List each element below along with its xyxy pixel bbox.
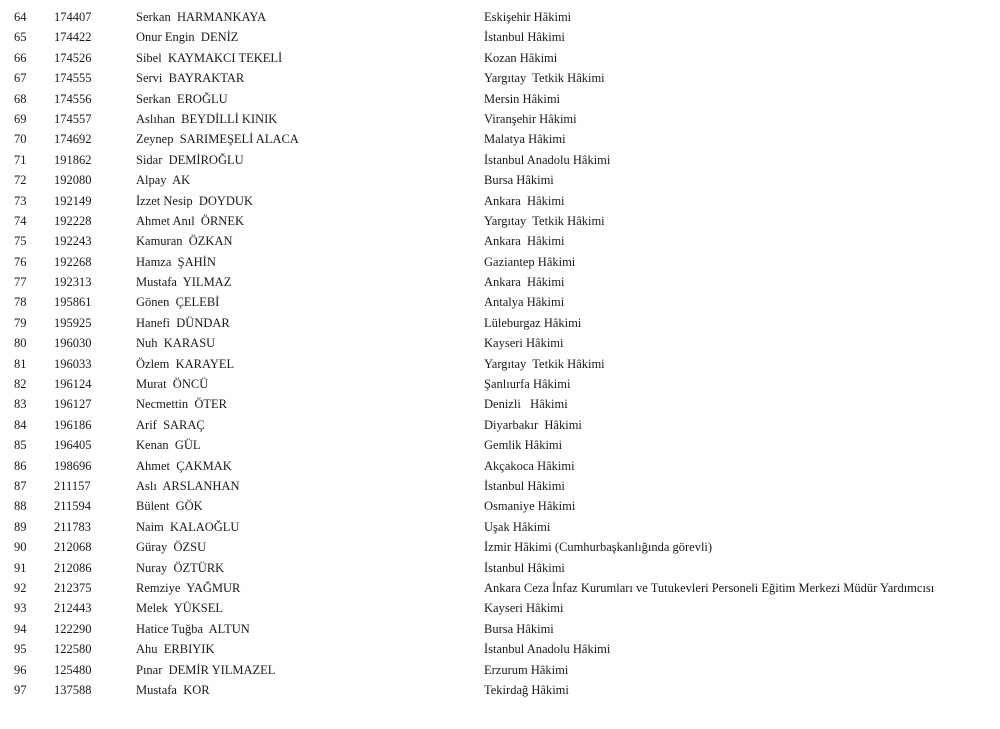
row-number: 71 xyxy=(14,152,27,167)
assignment: İzmir Hâkimi (Cumhurbaşkanlığında görevli) xyxy=(484,540,713,555)
assignment: Ankara Ceza İnfaz Kurumları ve Tutukevleri Personeli Eğitim Merkezi Müdür Yardımcısı xyxy=(484,580,935,595)
row-number: 92 xyxy=(14,580,27,595)
row-number: 68 xyxy=(14,91,27,106)
assignment: Viranşehir Hâkimi xyxy=(484,111,577,126)
assignment: Ankara Hâkimi xyxy=(484,234,565,249)
person-name: Servi BAYRAKTAR xyxy=(136,71,245,86)
assignment: Bursa Hâkimi xyxy=(484,621,554,636)
person-name: Gönen ÇELEBİ xyxy=(136,295,220,310)
assignment: İstanbul Hâkimi xyxy=(484,478,565,493)
person-name: Naim KALAOĞLU xyxy=(136,519,240,534)
list-row xyxy=(0,476,1000,496)
assignment: Yargıtay Tetkik Hâkimi xyxy=(484,71,605,86)
registry-number: 174555 xyxy=(54,71,92,86)
person-name: Ahu ERBIYIK xyxy=(136,642,215,657)
assignment: Antalya Hâkimi xyxy=(484,295,565,310)
list-row xyxy=(0,313,1000,333)
list-row xyxy=(0,415,1000,435)
list-row xyxy=(0,496,1000,516)
assignment: Şanlıurfa Hâkimi xyxy=(484,377,571,392)
row-number: 81 xyxy=(14,356,27,371)
row-number: 91 xyxy=(14,560,27,575)
registry-number: 212443 xyxy=(54,601,92,616)
registry-number: 174407 xyxy=(54,10,92,24)
person-name: Bülent GÖK xyxy=(136,499,203,514)
list-row xyxy=(0,394,1000,414)
person-name: Remziye YAĞMUR xyxy=(136,580,241,595)
person-name: Aslıhan BEYDİLLİ KINIK xyxy=(136,111,278,126)
row-number: 64 xyxy=(14,10,27,24)
list-row xyxy=(0,89,1000,109)
assignment: Kayseri Hâkimi xyxy=(484,336,564,351)
list-row xyxy=(0,170,1000,190)
row-number: 76 xyxy=(14,254,27,269)
person-name: Melek YÜKSEL xyxy=(136,601,224,616)
assignment: Ankara Hâkimi xyxy=(484,193,565,208)
assignment: Bursa Hâkimi xyxy=(484,173,554,188)
registry-number: 212086 xyxy=(54,560,92,575)
row-number: 72 xyxy=(14,173,27,188)
registry-number: 174526 xyxy=(54,50,92,65)
assignment: İstanbul Anadolu Hâkimi xyxy=(484,152,611,167)
person-name: Hanefi DÜNDAR xyxy=(136,315,230,330)
person-name: Kenan GÜL xyxy=(136,438,201,453)
list-row xyxy=(0,660,1000,680)
person-name: Zeynep SARIMEŞELİ ALACA xyxy=(136,132,299,147)
list-row xyxy=(0,639,1000,659)
registry-number: 196030 xyxy=(54,336,92,351)
person-name: Nuray ÖZTÜRK xyxy=(136,560,225,575)
assignment: Mersin Hâkimi xyxy=(484,91,561,106)
person-name: Pınar DEMİR YILMAZEL xyxy=(136,662,276,677)
registry-number: 196033 xyxy=(54,356,92,371)
assignment: Erzurum Hâkimi xyxy=(484,662,569,677)
list-row xyxy=(0,252,1000,272)
person-name: Ahmet Anıl ÖRNEK xyxy=(136,213,244,228)
registry-number: 196405 xyxy=(54,438,92,453)
person-name: Özlem KARAYEL xyxy=(136,356,235,371)
row-number: 90 xyxy=(14,540,27,555)
person-name: Murat ÖNCÜ xyxy=(136,377,209,392)
assignment: Tekirdağ Hâkimi xyxy=(484,682,569,697)
registry-number: 174422 xyxy=(54,30,92,45)
row-number: 82 xyxy=(14,377,27,392)
list-row xyxy=(0,27,1000,47)
assignment: Kayseri Hâkimi xyxy=(484,601,564,616)
row-number: 84 xyxy=(14,417,27,432)
assignment: Denizli Hâkimi xyxy=(484,397,568,412)
row-number: 67 xyxy=(14,71,27,86)
row-number: 97 xyxy=(14,682,27,697)
row-number: 77 xyxy=(14,275,27,290)
list-row xyxy=(0,578,1000,598)
person-name: Güray ÖZSU xyxy=(136,540,207,555)
assignment: İstanbul Hâkimi xyxy=(484,30,565,45)
list-row xyxy=(0,7,1000,27)
row-number: 88 xyxy=(14,499,27,514)
registry-number: 191862 xyxy=(54,152,92,167)
registry-number: 122290 xyxy=(54,621,92,636)
list-row xyxy=(0,435,1000,455)
list-row xyxy=(0,537,1000,557)
registry-number: 212068 xyxy=(54,540,92,555)
registry-number: 174557 xyxy=(54,111,92,126)
row-number: 93 xyxy=(14,601,27,616)
person-name: Alpay AK xyxy=(136,173,191,188)
list-row xyxy=(0,272,1000,292)
assignment: Diyarbakır Hâkimi xyxy=(484,417,582,432)
row-number: 96 xyxy=(14,662,27,677)
registry-number: 196127 xyxy=(54,397,92,412)
list-row xyxy=(0,231,1000,251)
list-row xyxy=(0,619,1000,639)
person-name: Aslı ARSLANHAN xyxy=(136,478,240,493)
registry-number: 137588 xyxy=(54,682,92,697)
row-number: 85 xyxy=(14,438,27,453)
list-row xyxy=(0,211,1000,231)
row-number: 73 xyxy=(14,193,27,208)
assignment: Kozan Hâkimi xyxy=(484,50,558,65)
assignment: Gaziantep Hâkimi xyxy=(484,254,576,269)
registry-number: 196124 xyxy=(54,377,92,392)
list-row xyxy=(0,354,1000,374)
list-row xyxy=(0,150,1000,170)
registry-number: 196186 xyxy=(54,417,92,432)
list-row xyxy=(0,680,1000,700)
row-number: 89 xyxy=(14,519,27,534)
person-name: Hatice Tuğba ALTUN xyxy=(136,621,250,636)
person-name: Kamuran ÖZKAN xyxy=(136,234,233,249)
person-name: Mustafa YILMAZ xyxy=(136,275,232,290)
person-name: Serkan EROĞLU xyxy=(136,91,228,106)
list-row xyxy=(0,129,1000,149)
person-name: Sibel KAYMAKCI TEKELİ xyxy=(136,50,283,65)
list-row xyxy=(0,191,1000,211)
row-number: 79 xyxy=(14,315,27,330)
row-number: 69 xyxy=(14,111,27,126)
registry-number: 174692 xyxy=(54,132,92,147)
registry-number: 192228 xyxy=(54,213,92,228)
assignment: Lüleburgaz Hâkimi xyxy=(484,315,582,330)
registry-number: 192243 xyxy=(54,234,92,249)
assignment: Gemlik Hâkimi xyxy=(484,438,563,453)
person-name: Hamza ŞAHİN xyxy=(136,254,216,269)
row-number: 83 xyxy=(14,397,27,412)
registry-number: 211157 xyxy=(54,478,91,493)
registry-number: 195925 xyxy=(54,315,92,330)
assignment: Yargıtay Tetkik Hâkimi xyxy=(484,356,605,371)
list-row xyxy=(0,456,1000,476)
list-row xyxy=(0,374,1000,394)
person-name: İzzet Nesip DOYDUK xyxy=(136,193,253,208)
row-number: 80 xyxy=(14,336,27,351)
registry-number: 211783 xyxy=(54,519,92,534)
registry-number: 211594 xyxy=(54,499,92,514)
person-name: Serkan HARMANKAYA xyxy=(136,10,267,24)
assignment: İstanbul Anadolu Hâkimi xyxy=(484,642,611,657)
person-name: Onur Engin DENİZ xyxy=(136,30,239,45)
list-row xyxy=(0,517,1000,537)
person-name: Nuh KARASU xyxy=(136,336,216,351)
row-number: 74 xyxy=(14,213,27,228)
registry-number: 192313 xyxy=(54,275,92,290)
row-number: 87 xyxy=(14,478,27,493)
row-number: 86 xyxy=(14,458,27,473)
assignment: İstanbul Hâkimi xyxy=(484,560,565,575)
assignment: Ankara Hâkimi xyxy=(484,275,565,290)
assignment: Yargıtay Tetkik Hâkimi xyxy=(484,213,605,228)
registry-number: 192080 xyxy=(54,173,92,188)
registry-number: 195861 xyxy=(54,295,92,310)
assignment: Malatya Hâkimi xyxy=(484,132,566,147)
registry-number: 174556 xyxy=(54,91,92,106)
row-number: 78 xyxy=(14,295,27,310)
person-name: Necmettin ÖTER xyxy=(136,397,227,412)
row-number: 95 xyxy=(14,642,27,657)
assignment: Osmaniye Hâkimi xyxy=(484,499,576,514)
person-name: Mustafa KOR xyxy=(136,682,210,697)
registry-number: 192149 xyxy=(54,193,92,208)
registry-number: 192268 xyxy=(54,254,92,269)
assignment: Uşak Hâkimi xyxy=(484,519,551,534)
list-row xyxy=(0,109,1000,129)
person-name: Ahmet ÇAKMAK xyxy=(136,458,232,473)
assignment: Eskişehir Hâkimi xyxy=(484,10,572,24)
list-row xyxy=(0,558,1000,578)
person-name: Arif SARAÇ xyxy=(136,417,205,432)
row-number: 66 xyxy=(14,50,27,65)
list-row xyxy=(0,292,1000,312)
registry-number: 198696 xyxy=(54,458,92,473)
registry-number: 212375 xyxy=(54,580,92,595)
registry-number: 125480 xyxy=(54,662,92,677)
registry-number: 122580 xyxy=(54,642,92,657)
row-number: 65 xyxy=(14,30,27,45)
list-row xyxy=(0,333,1000,353)
list-row xyxy=(0,68,1000,88)
list-row xyxy=(0,48,1000,68)
row-number: 70 xyxy=(14,132,27,147)
row-number: 94 xyxy=(14,621,27,636)
person-name: Sidar DEMİROĞLU xyxy=(136,152,244,167)
list-row xyxy=(0,598,1000,618)
personnel-list xyxy=(0,7,1000,700)
row-number: 75 xyxy=(14,234,27,249)
assignment: Akçakoca Hâkimi xyxy=(484,458,575,473)
